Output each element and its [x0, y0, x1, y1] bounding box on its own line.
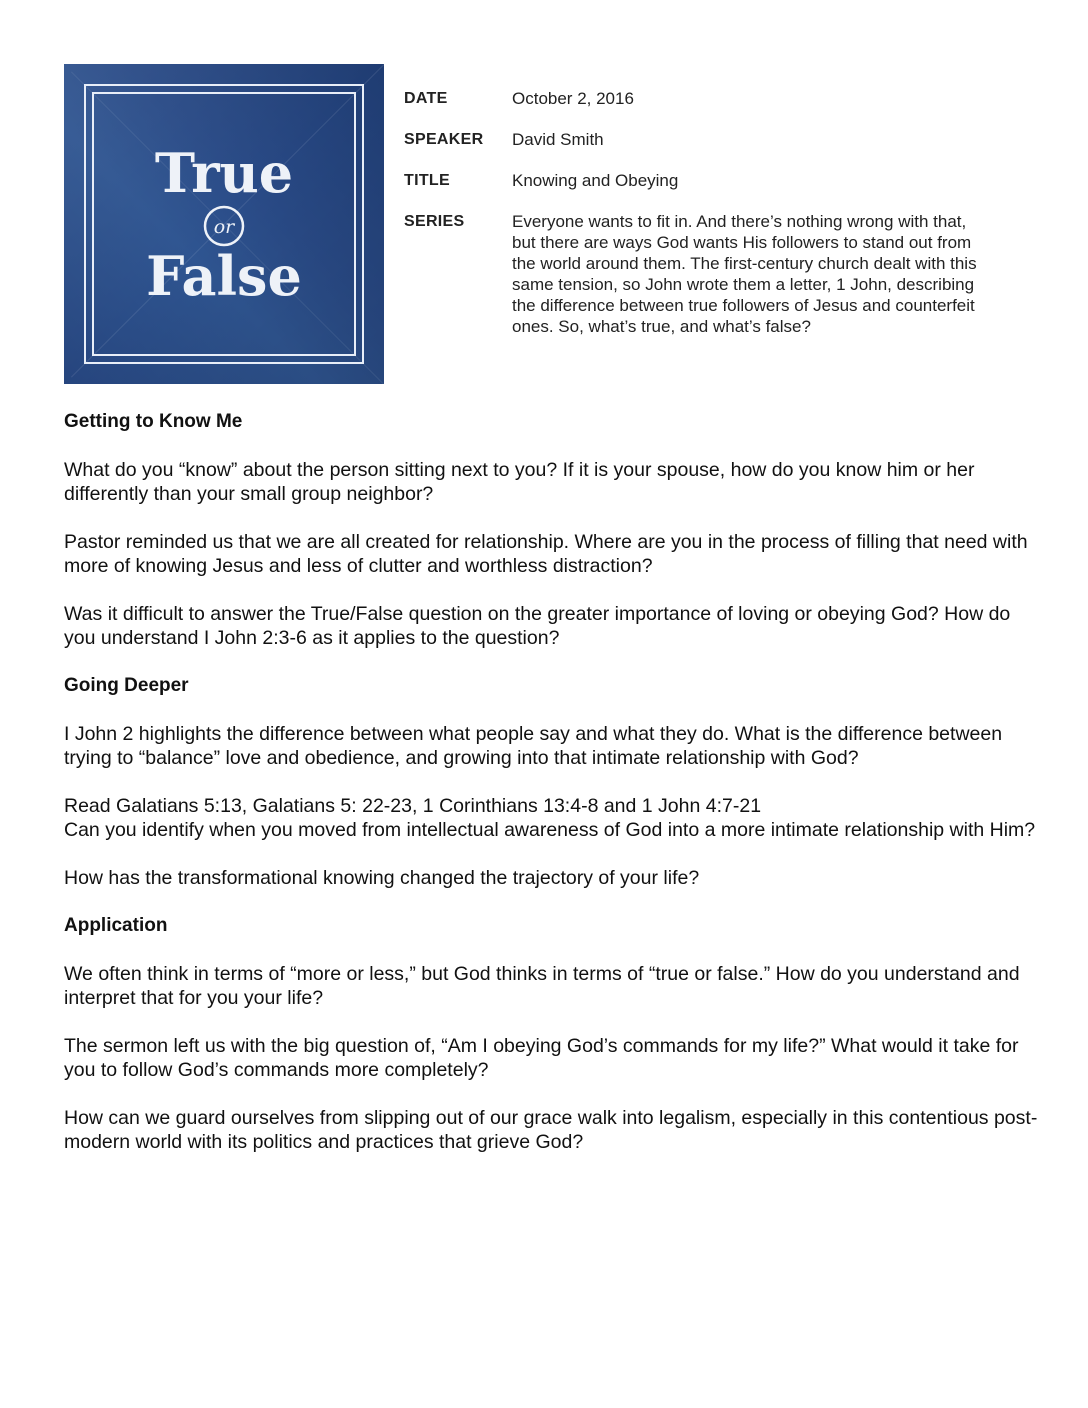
- series-logo: [64, 64, 384, 384]
- discussion-guide: [64, 410, 1044, 1178]
- logo-word-true: True: [154, 141, 294, 205]
- question-paragraph: Pastor reminded us that we are all created for relationship. Where are you in the process of filling that need with more of knowing Jesus and less of clutter and worthless distraction?: [64, 531, 1028, 577]
- question-paragraph: The sermon left us with the big question of, “Am I obeying God’s commands for my life?” What would it take for you to follow God’s commands more completely?: [64, 1035, 1019, 1081]
- speaker-label: SPEAKER: [404, 131, 484, 148]
- section-heading: Application: [64, 915, 168, 936]
- section-heading: Going Deeper: [64, 675, 189, 696]
- question-paragraph: How has the transformational knowing changed the trajectory of your life?: [64, 867, 700, 889]
- logo-word-or: or: [213, 216, 235, 238]
- logo-word-false: False: [146, 244, 302, 308]
- series-description: Everyone wants to fit in. And there’s nothing wrong with that, but there are ways God wants His followers to stand out from the world around them. The first-century church dealt with this same tension, so John wrote them a letter, 1 John, describing the difference between true followers of Jesus and counterfeit ones. So, what’s true, and what’s false?: [512, 212, 977, 336]
- question-paragraph: Read Galatians 5:13, Galatians 5: 22-23, 1 Corinthians 13:4-8 and 1 John 4:7-21 Can you identify when you moved from intellectual awareness of God into a more intimate relationship with Him?: [64, 795, 1036, 841]
- meta-row-series: [404, 211, 1044, 337]
- question-paragraph: I John 2 highlights the difference between what people say and what they do. What is the difference between trying to “balance” love and obedience, and growing into that intimate relationship with God?: [64, 723, 1003, 769]
- section-heading: Getting to Know Me: [64, 411, 243, 432]
- question-paragraph: How can we guard ourselves from slipping out of our grace walk into legalism, especially in this contentious post-modern world with its politics and practices that grieve God?: [64, 1107, 1038, 1153]
- date-value: October 2, 2016: [512, 89, 634, 108]
- meta-row-date: [404, 88, 1044, 110]
- sermon-metadata: [404, 88, 1044, 356]
- speaker-value: David Smith: [512, 130, 604, 149]
- meta-row-speaker: [404, 129, 1044, 151]
- title-value: Knowing and Obeying: [512, 171, 679, 190]
- logo-wordmark: [64, 64, 384, 384]
- question-paragraph: Was it difficult to answer the True/False question on the greater importance of loving or obeying God? How do you understand I John 2:3-6 as it applies to the question?: [64, 603, 1011, 649]
- meta-row-title: [404, 170, 1044, 192]
- date-label: DATE: [404, 90, 448, 107]
- series-label: SERIES: [404, 213, 465, 230]
- question-paragraph: We often think in terms of “more or less,” but God thinks in terms of “true or false.” How do you understand and interpret that for you your life?: [64, 963, 1020, 1009]
- title-label: TITLE: [404, 172, 450, 189]
- question-paragraph: What do you “know” about the person sitting next to you? If it is your spouse, how do you know him or her differently than your small group neighbor?: [64, 459, 975, 505]
